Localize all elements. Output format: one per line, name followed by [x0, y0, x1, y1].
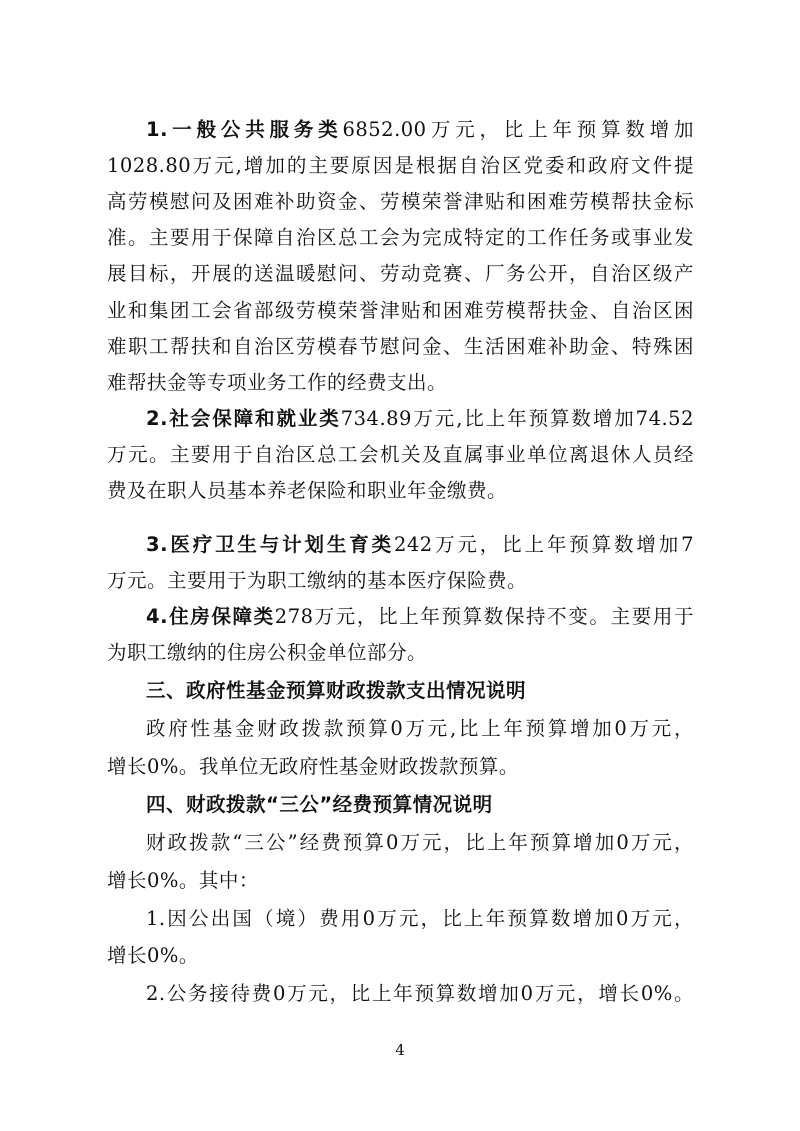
paragraph-2-line-3: 费及在职人员基本养老保险和职业年金缴费。 [107, 479, 508, 502]
paragraph-3-heading: 3.医疗卫生与计划生育类 [146, 533, 394, 556]
paragraph-6-line-1: 财政拨款“三公”经费预算0万元，比上年预算增加0万元， [146, 831, 694, 854]
paragraph-1-line-4: 准。主要用于保障自治区总工会为完成特定的工作任务或事业发 [107, 226, 694, 249]
page-number: 4 [395, 1041, 405, 1059]
paragraph-4-line-2: 为职工缴纳的住房公积金单位部分。 [107, 641, 428, 664]
paragraph-4-line-1 [146, 603, 694, 631]
section-heading-3: 三、政府性基金预算财政拨款支出情况说明 [146, 679, 527, 702]
paragraph-1-line-7: 难职工帮扶和自治区劳模春节慰问金、生活困难补助金、特殊困 [107, 335, 694, 358]
paragraph-2-line-2: 万元。主要用于自治区总工会机关及直属事业单位离退休人员经 [107, 443, 694, 466]
paragraph-5-line-2: 增长0%。我单位无政府性基金财政拨款预算。 [107, 755, 519, 778]
paragraph-5-line-1: 政府性基金财政拨款预算0万元,比上年预算增加0万元， [146, 717, 694, 740]
paragraph-8-line-1: 2.公务接待费0万元，比上年预算数增加0万元，增长0%。 [146, 982, 694, 1005]
paragraph-1-line-3: 高劳模慰问及困难补助资金、劳模荣誉津贴和困难劳模帮扶金标 [107, 190, 694, 213]
paragraph-1-line-5: 展目标，开展的送温暖慰问、劳动竞赛、厂务公开，自治区级产 [107, 262, 694, 285]
paragraph-1-line-8: 难帮扶金等专项业务工作的经费支出。 [107, 371, 448, 394]
paragraph-1-text: 6852.00万元，比上年预算数增加 [342, 118, 694, 141]
paragraph-3-line-2: 万元。主要用于为职工缴纳的基本医疗保险费。 [107, 569, 528, 592]
paragraph-1-line-1 [146, 116, 694, 144]
paragraph-7-line-2: 增长0%。 [107, 944, 199, 967]
paragraph-1-heading: 1.一般公共服务类 [146, 118, 343, 141]
paragraph-4-text: 278万元，比上年预算数保持不变。主要用于 [274, 605, 694, 628]
paragraph-7-line-1: 1.因公出国（境）费用0万元，比上年预算数增加0万元， [146, 907, 694, 930]
paragraph-1-line-2: 1028.80万元,增加的主要原因是根据自治区党委和政府文件提 [107, 154, 694, 177]
paragraph-2-line-1 [146, 405, 694, 433]
paragraph-2-heading: 2.社会保障和就业类 [146, 407, 341, 430]
paragraph-1-line-6: 业和集团工会省部级劳模荣誉津贴和困难劳模帮扶金、自治区困 [107, 299, 694, 322]
paragraph-6-line-2: 增长0%。其中： [107, 869, 259, 892]
section-heading-4: 四、财政拨款“三公”经费预算情况说明 [146, 793, 493, 816]
paragraph-3-text: 242万元，比上年预算数增加7 [393, 533, 694, 556]
paragraph-2-text: 734.89万元,比上年预算数增加74.52 [340, 407, 694, 430]
paragraph-4-heading: 4.住房保障类 [146, 605, 275, 628]
paragraph-3-line-1 [146, 531, 694, 559]
